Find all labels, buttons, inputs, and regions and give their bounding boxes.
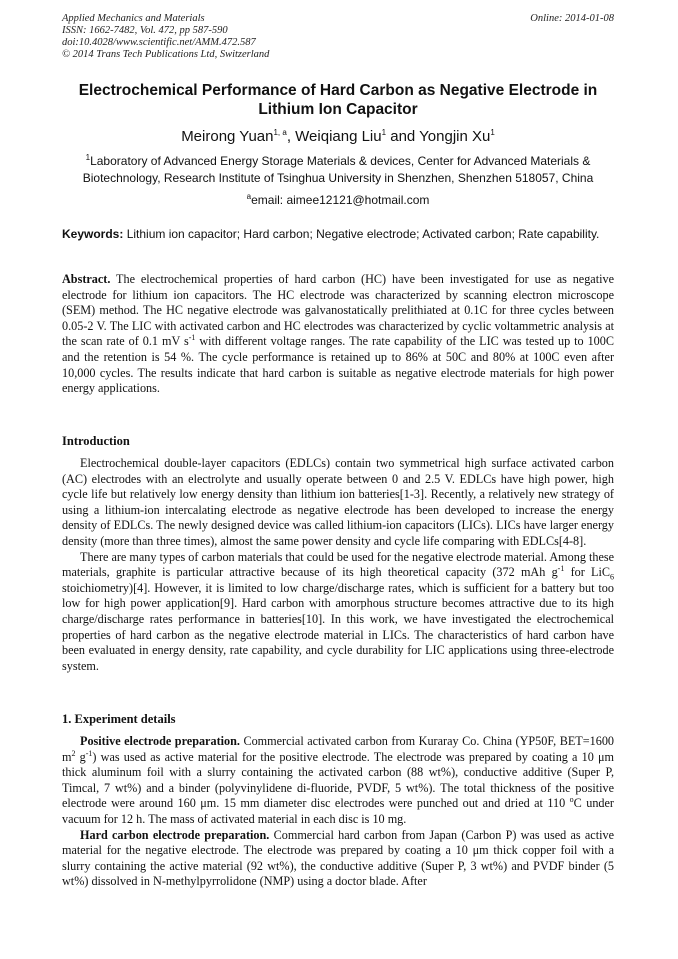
section-heading-experiment: 1. Experiment details (62, 712, 176, 726)
intro-paragraph-2 (62, 550, 614, 675)
online-date: Online: 2014-01-08 (530, 13, 614, 24)
introduction-body (62, 456, 614, 674)
abstract-text: The electrochemical properties of hard carbon (HC) have been investigated for use as negative electrode for lithium ion capacitors. The HC electrode was characterized by scanning electron microscope (SEM) method. The HC negative electrode was galvanostatically prelithiated at 0.1C for three cycles between 0.05-2 V. The LIC with activated carbon and HC electrodes was characterized by cyclic voltammetric analysis at the scan rate of 0.1 mV s (62, 272, 614, 349)
experiment-text: Commercial activated carbon from Kuraray Co. China (YP50F, BET=1600 m (62, 734, 615, 764)
keywords (62, 226, 614, 242)
journal-header (62, 13, 614, 61)
experiment-text: Commercial hard carbon from Japan (Carbon P) was used as active material for the negative electrode. The electrode was prepared by coating a 10 μm thick copper foil with a slurry containing the active material (92 wt%), the conductive additive (Super P, 3 wt%) and PVDF binder (5 wt%) dissolved in N-methylpyrrolidone (NMP) using a doctor blade. After (62, 827, 614, 889)
experiment-text: ) was used as active material for the positive electrode. The electrode was prepared by coating a 10 μm thick aluminum foil with a slurry containing the activated carbon (88 wt%), conductive additive (Super P, Timcal, 7 wt%) and a binder (polyvinylidene di-fluoride, PVDF, 5 wt%). The total thickness of the positive electrode were around 160 μm. 15 mm diameter disc electrodes were punched out and dried at 110 (62, 749, 614, 811)
intro-text: There are many types of carbon materials that could be used for the negative electrode material. Among these materials, graphite is particular attractive because of its high theoretical capacity (372 mAh g (62, 549, 615, 580)
intro-sup: -1 (557, 564, 565, 574)
positive-electrode-paragraph (62, 734, 614, 828)
abstract-label: Abstract. (62, 272, 111, 286)
author-sup: 1 (381, 128, 387, 137)
intro-text: stoichiometry)[4]. However, it is limited to low charge/discharge rates, which is sufficient for a battery but too low for high power application[9]. Hard carbon with amorphous structure becomes attractive due to its high charge/discharge rates performance in batteries[10]. In this work, we have investigated the electrochemical properties of hard carbon as the negative electrode material in LICs. The characteristics of hard carbon have been evaluated in energy density, rate capability, and cycle durability for LIC applications using three-electrode system. (62, 580, 614, 673)
copyright-line: © 2014 Trans Tech Publications Ltd, Switzerland (62, 49, 270, 60)
journal-name: Applied Mechanics and Materials (62, 13, 205, 24)
abstract (62, 272, 614, 397)
abstract-text: with different voltage ranges. The rate capability of the LIC was tested up to 100C and the retention is 54 %. The cycle performance is retained up to 86% at 50C and 80% at 100C even after 10,000 cycles. The results indicate that hard carbon is suitable as negative electrode materials for high power energy applications. (62, 334, 614, 396)
experiment-body (62, 734, 614, 890)
author-sup: 1 (490, 128, 495, 137)
keywords-label: Keywords: (62, 227, 124, 241)
doi-line[interactable]: doi:10.4028/www.scientific.net/AMM.472.587 (62, 37, 256, 48)
issn-line: ISSN: 1662-7482, Vol. 472, pp 587-590 (62, 25, 228, 36)
hard-carbon-label: Hard carbon electrode preparation. (80, 827, 270, 842)
author-list (62, 128, 614, 146)
experiment-sup: o (569, 795, 574, 805)
affiliation (62, 153, 614, 187)
positive-electrode-label: Positive electrode preparation. (80, 734, 240, 748)
experiment-sup: 2 (71, 748, 76, 758)
author-sup: 1, a (273, 128, 287, 137)
author-name: and Yongjin Xu (386, 128, 491, 145)
abstract-sup: -1 (188, 333, 196, 343)
paper-title: Electrochemical Performance of Hard Carbon as Negative Electrode in Lithium Ion Capacitor (78, 82, 598, 118)
experiment-text: g (75, 749, 86, 764)
experiment-text: C under vacuum for 12 h. The mass of activated material in each disc is 10 mg. (62, 796, 614, 826)
affiliation-text: Laboratory of Advanced Energy Storage Materials & devices, Center for Advanced Materials & Biotechnology, Research Institute of Tsinghua University in Shenzhen, Shenzhen 518057, China (82, 154, 594, 185)
author-name: , Weiqiang Liu (286, 128, 382, 145)
intro-sub: 6 (610, 572, 614, 582)
intro-text: for LiC (564, 565, 610, 580)
abstract-paragraph (62, 272, 614, 397)
keywords-text: Lithium ion capacitor; Hard carbon; Negative electrode; Activated carbon; Rate capability. (123, 227, 600, 241)
intro-paragraph-1: Electrochemical double-layer capacitors (EDLCs) contain two symmetrical high surface activated carbon (AC) electrodes with an electrolyte and usually operate between 0 and 2.5 V. EDLCs have high power, high cycle life but relatively low energy density than lithium ion batteries[1-3]. Recently, a relatively new strategy of using a lithium-ion intercalating electrode as negative electrode has been developed to increase the energy density of EDLCs. The newly designed device was called lithium-ion capacitors (LICs). LICs have larger energy density (more than three times), almost the same power density and cycle life comparing with EDLCs[4-8]. (62, 456, 614, 548)
experiment-sup: -1 (85, 748, 93, 758)
affiliation-sup: 1 (85, 153, 91, 162)
section-heading-introduction: Introduction (62, 434, 130, 448)
author-name: Meirong Yuan (181, 128, 274, 145)
email-address[interactable]: email: aimee12121@hotmail.com (251, 193, 430, 207)
email-sup: a (246, 192, 252, 201)
hard-carbon-paragraph (62, 828, 614, 890)
email-line (62, 192, 614, 208)
